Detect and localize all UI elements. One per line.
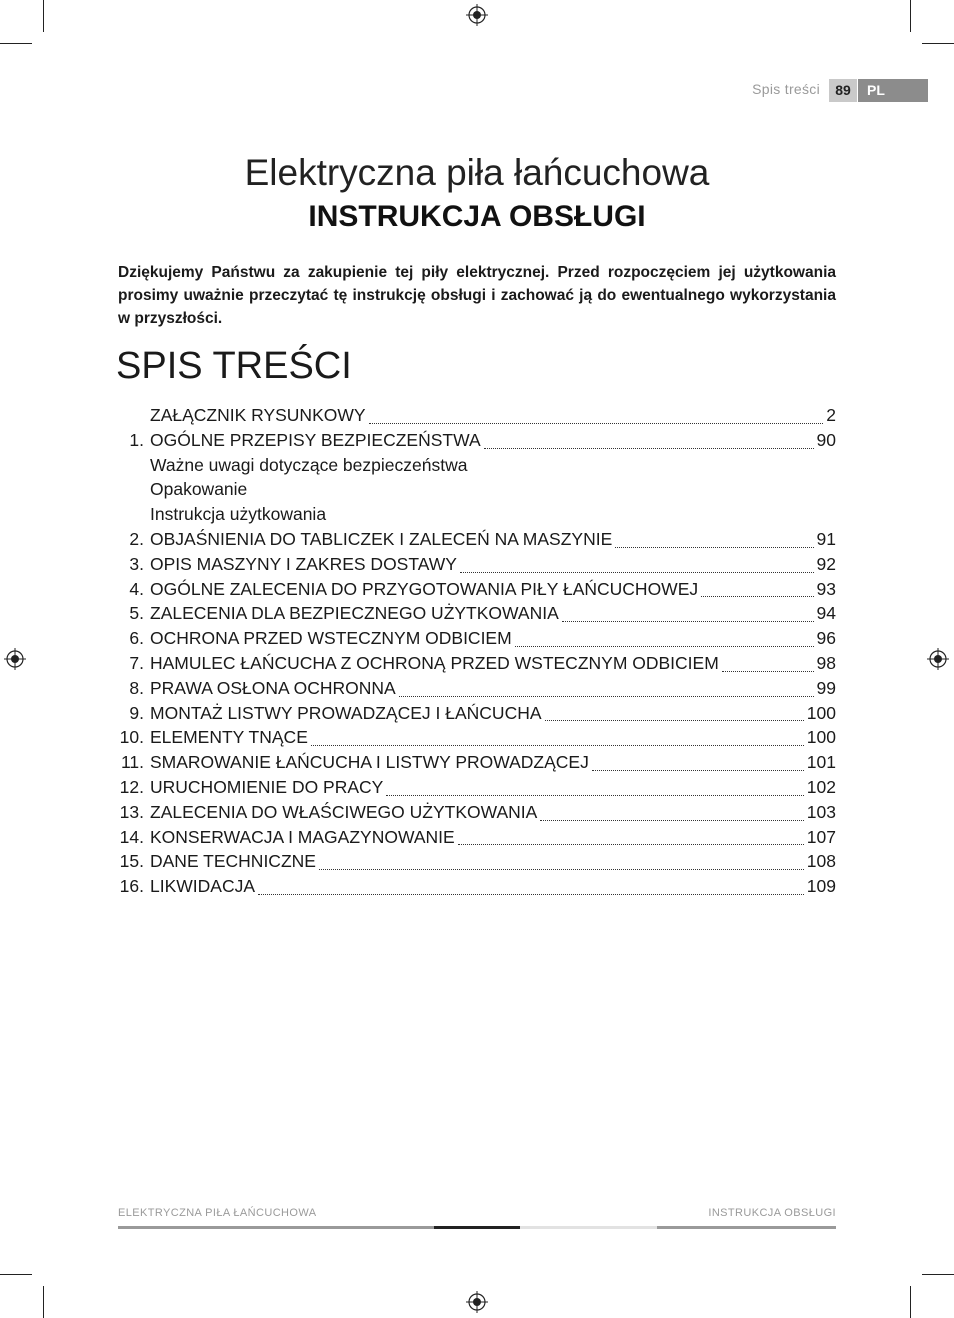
page-number: 89 [829,79,857,102]
toc-entry-number: 2. [129,528,144,549]
toc-entry [110,504,836,529]
table-of-contents [110,405,836,901]
registration-mark-icon [466,4,488,26]
toc-leader-dots [701,595,813,597]
toc-entry-title: DANE TECHNICZNE [150,851,316,872]
toc-entry-page: 100 [806,727,836,748]
toc-heading: SPIS TREŚCI [116,345,352,387]
toc-leader-dots [386,794,803,796]
toc-leader-dots [545,719,804,721]
toc-leader-dots [722,670,814,672]
toc-entry [110,405,836,430]
registration-mark-icon [466,1291,488,1313]
toc-entry-title: OGÓLNE PRZEPISY BEZPIECZEŃSTWA [150,429,481,450]
registration-mark-icon [4,648,26,670]
toc-entry-page: 101 [806,752,836,773]
toc-leader-dots [311,744,804,746]
toc-leader-dots [399,695,814,697]
toc-entry-page: 109 [806,876,836,897]
toc-leader-dots [369,422,824,424]
footer-rule-segment [118,1226,434,1229]
toc-entry-title: SMAROWANIE ŁAŃCUCHA I LISTWY PROWADZĄCEJ [150,752,589,773]
toc-entry [110,554,836,579]
toc-entry-number: 7. [129,652,144,673]
toc-entry-number: 1. [129,429,144,450]
toc-leader-dots [592,769,804,771]
intro-paragraph: Dziękujemy Państwu za zakupienie tej piły elektrycznej. Przed rozpoczęciem jej użytkowania prosimy uważnie przeczytać tę instrukcję obsługi i zachować ją do ewentualnego wykorzystania w przyszłości. [118,264,836,327]
toc-entry-title: Opakowanie [150,479,248,500]
toc-entry [110,777,836,802]
toc-leader-dots [319,868,804,870]
toc-leader-dots [562,620,814,622]
toc-entry [110,455,836,480]
footer-left-text: ELEKTRYCZNA PIŁA ŁAŃCUCHOWA [118,1207,317,1219]
crop-mark-tr-v [910,0,911,32]
crop-mark-tl-v [43,0,44,32]
toc-entry-title: URUCHOMIENIE DO PRACY [150,776,384,797]
header-section-label: Spis treści [752,81,820,97]
toc-entry [110,479,836,504]
crop-mark-bl-v [43,1286,44,1318]
toc-entry-page: 107 [806,826,836,847]
toc-entry-page: 96 [816,628,836,649]
toc-entry-title: OPIS MASZYNY I ZAKRES DOSTAWY [150,553,457,574]
toc-leader-dots [458,843,804,845]
toc-entry-number: 9. [129,702,144,723]
toc-entry-page: 102 [806,776,836,797]
toc-entry-page: 90 [816,429,836,450]
toc-entry-number: 12. [119,776,144,797]
toc-leader-dots [258,893,804,895]
toc-entry-title: OGÓLNE ZALECENIA DO PRZYGOTOWANIA PIŁY ŁAŃCUCHOWEJ [150,578,699,599]
toc-entry-page: 108 [806,851,836,872]
toc-entry [110,851,836,876]
toc-leader-dots [615,546,813,548]
toc-entry [110,628,836,653]
toc-entry-title: LIKWIDACJA [150,876,256,897]
toc-entry-page: 92 [816,553,836,574]
footer-right-text: INSTRUKCJA OBSŁUGI [708,1207,836,1219]
toc-entry [110,653,836,678]
toc-entry [110,827,836,852]
crop-mark-tl-h [0,43,32,44]
toc-entry [110,529,836,554]
toc-entry-number: 3. [129,553,144,574]
toc-entry [110,727,836,752]
toc-entry-title: ZAŁĄCZNIK RYSUNKOWY [150,405,366,425]
document-title: Elektryczna piła łańcuchowa [244,152,710,193]
toc-entry-title: OBJAŚNIENIA DO TABLICZEK I ZALECEŃ NA MASZYNIE [150,528,613,549]
toc-entry-number: 13. [119,801,144,822]
toc-entry [110,752,836,777]
toc-leader-dots [515,645,814,647]
toc-entry [110,876,836,901]
toc-entry-page: 103 [806,801,836,822]
toc-entry-number: 10. [119,727,144,748]
toc-entry-number: 4. [129,578,144,599]
toc-entry-title: Ważne uwagi dotyczące bezpieczeństwa [150,454,468,475]
toc-entry-page: 94 [816,603,836,624]
toc-entry [110,703,836,728]
toc-entry-number: 8. [129,677,144,698]
toc-entry-title: ELEMENTY TNĄCE [150,727,308,748]
toc-entry-number: 14. [119,826,144,847]
toc-entry-title: OCHRONA PRZED WSTECZNYM ODBICIEM [150,628,512,649]
toc-entry [110,579,836,604]
toc-entry-page: 98 [816,652,836,673]
toc-leader-dots [460,571,814,573]
toc-leader-dots [484,447,814,449]
toc-entry-page: 93 [816,578,836,599]
toc-entry [110,678,836,703]
crop-mark-tr-h [922,43,954,44]
toc-entry-page: 99 [816,677,836,698]
toc-entry-title: ZALECENIA DLA BEZPIECZNEGO UŻYTKOWANIA [150,603,559,624]
toc-entry-number: 6. [129,628,144,649]
toc-entry-number: 15. [119,851,144,872]
toc-entry-title: KONSERWACJA I MAGAZYNOWANIE [150,826,455,847]
footer-rule-segment [520,1226,657,1229]
document-subtitle: INSTRUKCJA OBSŁUGI [308,200,646,233]
toc-entry-page: 2 [826,405,836,425]
toc-entry-title: MONTAŻ LISTWY PROWADZĄCEJ I ŁAŃCUCHA [150,702,542,723]
toc-leader-dots [540,819,803,821]
footer-rule-segment [434,1226,520,1229]
crop-mark-bl-h [0,1274,32,1275]
toc-entry-title: ZALECENIA DO WŁAŚCIWEGO UŻYTKOWANIA [150,801,538,822]
toc-entry-title: Instrukcja użytkowania [150,504,327,525]
toc-entry-number: 11. [120,752,144,773]
footer-rule-segment [657,1226,836,1229]
toc-entry-page: 91 [816,528,836,549]
toc-entry-number: 5. [129,603,144,624]
toc-entry-page: 100 [806,702,836,723]
registration-mark-icon [927,648,949,670]
crop-mark-br-h [922,1274,954,1275]
toc-entry [110,802,836,827]
language-tab: PL [858,79,928,102]
crop-mark-br-v [910,1286,911,1318]
toc-entry-title: PRAWA OSŁONA OCHRONNA [150,677,396,698]
toc-entry [110,603,836,628]
toc-entry [110,430,836,455]
toc-entry-title: HAMULEC ŁAŃCUCHA Z OCHRONĄ PRZED WSTECZNYM ODBICIEM [150,652,719,673]
toc-entry-number: 16. [119,876,144,897]
